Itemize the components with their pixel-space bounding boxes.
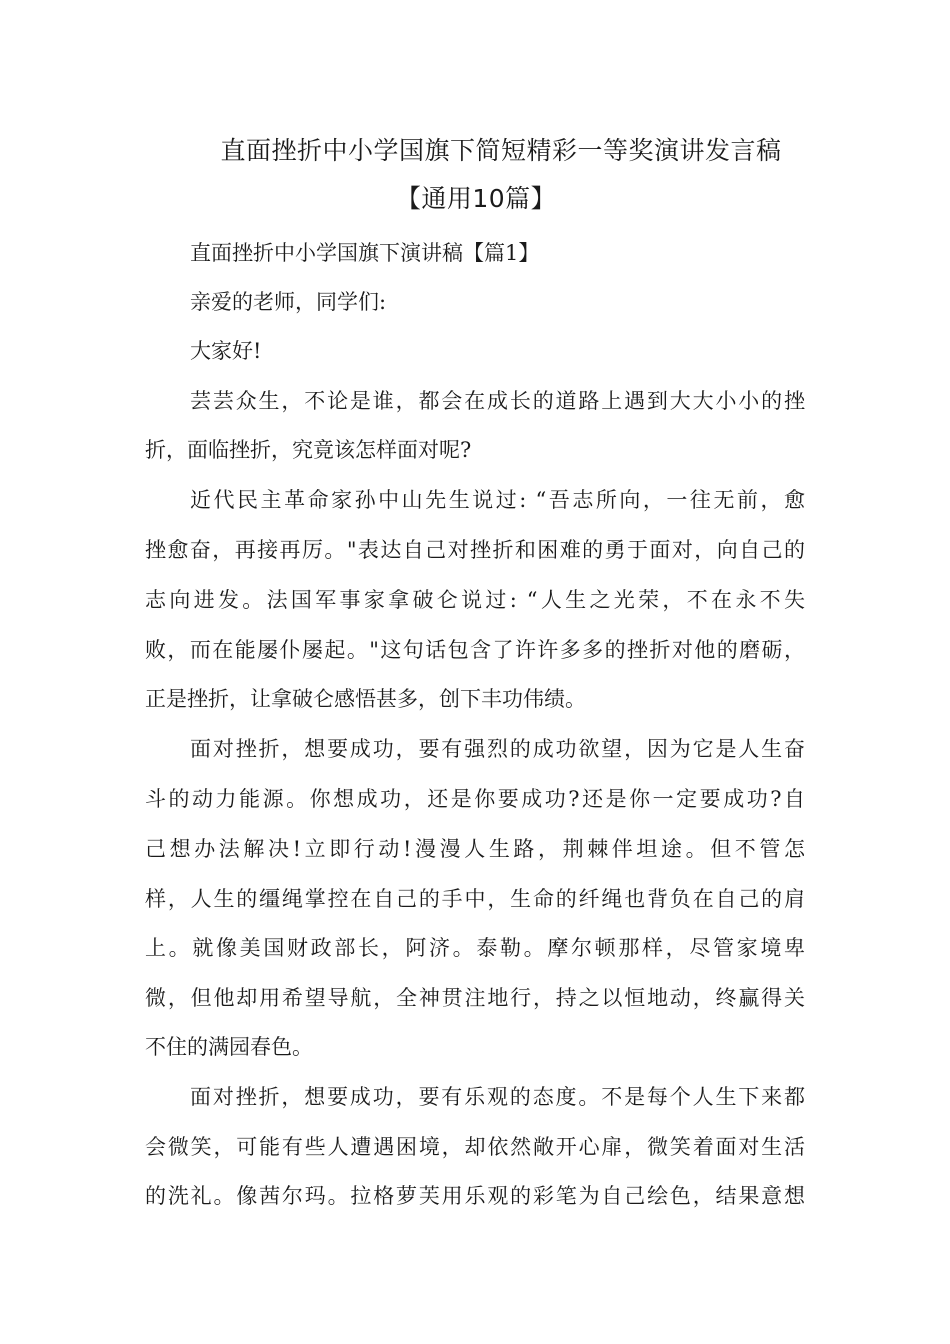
body-line: 微，但他却用希望导航，全神贯注地行，持之以恒地动，终赢得关 [145,986,805,1010]
section-heading: 直面挫折中小学国旗下演讲稿【篇1】 [190,241,540,265]
body-line: 样，人生的缰绳掌控在自己的手中，生命的纤绳也背负在自己的肩 [145,887,805,911]
body-line: 近代民主革命家孙中山先生说过: “吾志所向，一往无前，愈 [190,488,805,512]
body-line: 挫愈奋，再接再厉。"表达自己对挫折和困难的勇于面对，向自己的 [145,538,805,562]
body-line: 正是挫折，让拿破仑感悟甚多，创下丰功伟绩。 [145,687,586,711]
body-line: 会微笑，可能有些人遭遇困境，却依然敞开心扉，微笑着面对生活 [145,1135,805,1159]
greeting: 大家好! [190,339,262,363]
body-line: 己想办法解决!立即行动!漫漫人生路，荆棘伴坦途。但不管怎 [145,837,805,861]
body-line: 败，而在能屡仆屡起。"这句话包含了许许多多的挫折对他的磨砺， [145,638,805,662]
body-line: 上。就像美国财政部长，阿济。泰勒。摩尔顿那样，尽管家境卑 [145,936,805,960]
document-title-line-1: 直面挫折中小学国旗下简短精彩一等奖演讲发言稿 [220,136,782,165]
body-line: 面对挫折，想要成功，要有乐观的态度。不是每个人生下来都 [190,1085,805,1109]
salutation: 亲爱的老师，同学们: [190,290,387,314]
body-line: 斗的动力能源。你想成功，还是你要成功?还是你一定要成功?自 [145,787,805,811]
body-line: 折，面临挫折，究竟该怎样面对呢? [145,438,472,462]
body-line: 面对挫折，想要成功，要有强烈的成功欲望，因为它是人生奋 [190,737,805,761]
body-line: 的洗礼。像茜尔玛。拉格萝芙用乐观的彩笔为自己绘色，结果意想 [145,1184,805,1208]
body-line: 不住的满园春色。 [145,1035,313,1059]
body-line: 芸芸众生，不论是谁，都会在成长的道路上遇到大大小小的挫 [190,389,805,413]
document-title-line-2: 【通用10篇】 [395,184,557,213]
body-line: 志向进发。法国军事家拿破仑说过: “人生之光荣，不在永不失 [145,588,805,612]
